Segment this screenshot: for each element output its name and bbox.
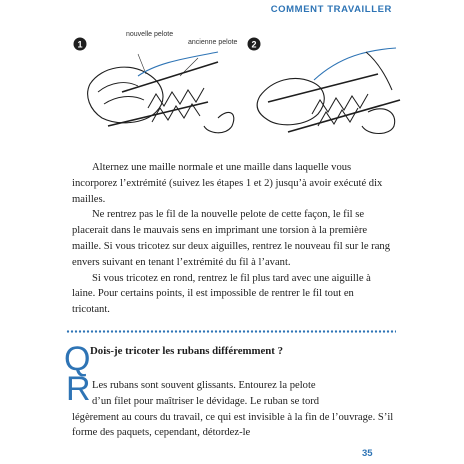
- body-text: [72, 160, 392, 318]
- knitting-illustrations: [68, 22, 408, 140]
- dotted-divider: [66, 330, 396, 333]
- label-nouvelle-pelote: nouvelle pelote: [126, 31, 174, 38]
- page-number: 35: [362, 448, 373, 459]
- question-initial: Q: [64, 340, 91, 378]
- answer-initial: R: [66, 370, 91, 408]
- paragraph-1: Alternez une maille normale et une maille dans laquelle vous incorporez l’extrémité (suivez les étapes 1 et 2) jusqu’à avoir exécuté dix mailles.: [72, 162, 383, 205]
- paragraph-3: Si vous tricotez en rond, rentrez le fil plus tard avec une aiguille à laine. Pour certains points, il est impossible de rentrer le fil tout en tricotant.: [72, 272, 371, 316]
- illustration-step-2: [248, 38, 401, 134]
- answer-line-2: d’un filet pour maîtriser le dévidage. Le ruban se tord: [92, 395, 320, 407]
- running-header: COMMENT TRAVAILLER: [270, 4, 392, 15]
- paragraph-2: Ne rentrez pas le fil de la nouvelle pelote de cette façon, le fil se placerait dans le mauvais sens en imprimant une torsion à la première maille. Si vous tricotez sur deux aiguilles, rentrez le nouveau fil sur le rang envers suivant en tenant l’extrémité du fil à l’avant.: [72, 209, 391, 268]
- step-2-number: 2: [251, 39, 257, 50]
- illustration-step-1: [74, 31, 238, 133]
- step-1-number: 1: [77, 39, 83, 50]
- answer-line-1: Les rubans sont souvent glissants. Entourez la pelote: [92, 380, 316, 391]
- question-text: Dois-je tricoter les rubans différemment ?: [90, 345, 283, 357]
- answer-continuation: légèrement au cours du travail, ce qui est invisible à la fin de l’ouvrage. S’il forme des paquets, cependant, détordez-le: [72, 411, 394, 439]
- answer-text: [72, 378, 394, 441]
- label-ancienne-pelote: ancienne pelote: [188, 39, 238, 46]
